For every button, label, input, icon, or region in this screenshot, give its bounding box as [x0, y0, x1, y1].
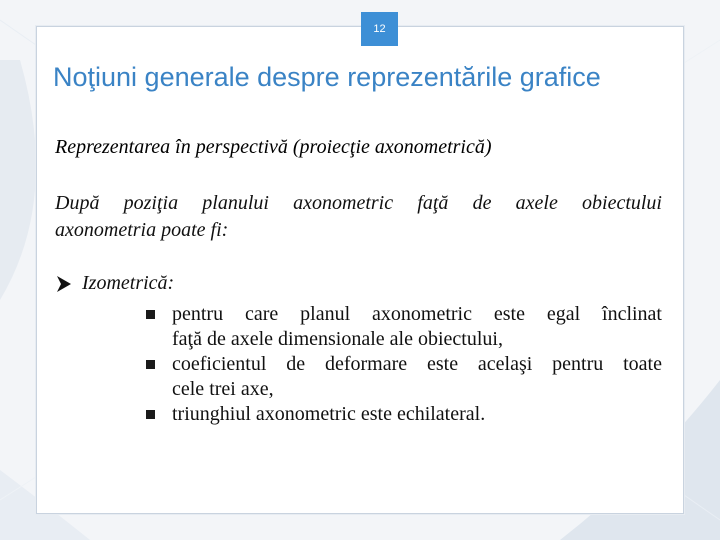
- slide-title: Noţiuni generale despre reprezentările grafice: [53, 62, 601, 92]
- square-bullet-icon: [146, 310, 155, 319]
- list-item-line-2: faţă de axele dimensionale ale obiectului,: [172, 328, 503, 350]
- intro-paragraph: [55, 190, 662, 244]
- list-item-line-1: triunghiul axonometric este echilateral.: [172, 403, 486, 425]
- properties-list: [146, 302, 662, 427]
- list-item: [146, 302, 662, 352]
- list-item-line-1: pentru care planul axonometric este egal înclinat: [172, 303, 662, 325]
- slide-subtitle: Reprezentarea în perspectivă (proiecţie axonometrică): [55, 136, 492, 158]
- square-bullet-icon: [146, 360, 155, 369]
- list-item: [146, 352, 662, 402]
- slide-number-badge: 12: [361, 12, 398, 46]
- intro-line-1: După poziţia planului axonometric faţă de axele obiectului: [55, 192, 662, 214]
- list-item-line-2: cele trei axe,: [172, 378, 274, 400]
- list-item-line-1: coeficientul de deformare este acelaşi pentru toate: [172, 353, 662, 375]
- arrow-right-icon: [56, 275, 72, 293]
- list-item: [146, 402, 662, 427]
- square-bullet-icon: [146, 410, 155, 419]
- intro-line-2: axonometria poate fi:: [55, 219, 229, 241]
- list-heading: Izometrică:: [82, 272, 175, 294]
- list-heading-row: [56, 272, 174, 295]
- slide-content-frame: [36, 26, 684, 514]
